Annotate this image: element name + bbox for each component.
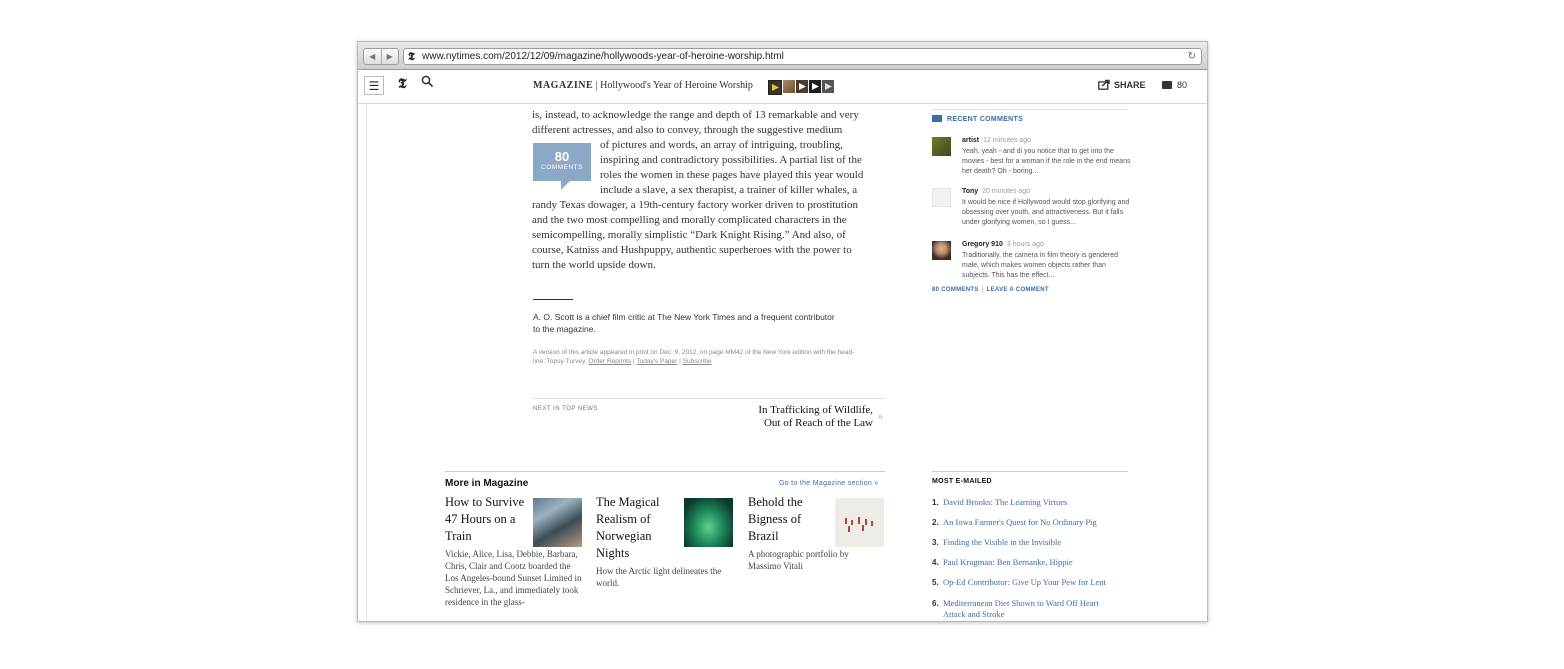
article-text-line: of pictures and words, an array of intriguing, troubling, xyxy=(600,139,843,151)
comments-badge-count: 80 xyxy=(554,149,570,164)
list-item[interactable] xyxy=(932,598,1107,620)
rank: 5. xyxy=(932,578,939,587)
promo-description: How the Arctic light delineates the world. xyxy=(596,566,722,588)
comment-time: 3 hours ago xyxy=(1006,241,1044,248)
list-item[interactable] xyxy=(932,517,1122,528)
rank: 4. xyxy=(932,558,939,567)
back-icon[interactable]: ◀ xyxy=(364,49,382,64)
rank: 6. xyxy=(932,599,939,608)
article-text-line: is, instead, to acknowledge the range and depth of 13 remarkable and very xyxy=(532,109,859,121)
todays-paper-link[interactable]: Today's Paper xyxy=(636,358,678,365)
comments-badge-label: COMMENTS xyxy=(541,164,583,171)
list-item[interactable] xyxy=(932,497,1122,508)
comment-text: It would be nice if Hollywood would stop glorifying and obsessing over youth, and attractiveness. But it falls under glorifying women, so I guess... xyxy=(962,199,1130,226)
more-in-magazine-title: More in Magazine xyxy=(445,478,529,489)
rank: 1. xyxy=(932,498,939,507)
avatar xyxy=(932,188,951,207)
thumbnail[interactable] xyxy=(809,80,821,93)
page-title xyxy=(533,80,753,91)
share-button[interactable] xyxy=(1098,79,1146,90)
comment-bubble-icon xyxy=(1162,81,1172,89)
article-link[interactable]: Mediterranean Diet Shown to Ward Off Heart Attack and Stroke xyxy=(943,598,1099,619)
order-reprints-link[interactable]: Order Reprints xyxy=(588,358,632,365)
comments-button[interactable] xyxy=(1162,80,1187,90)
thumbnail[interactable] xyxy=(783,80,795,93)
title-separator: | xyxy=(595,80,598,91)
bio-divider xyxy=(533,299,573,300)
thumbnail[interactable] xyxy=(822,80,834,93)
article-text-line: randy Texas dowager, a 19th-century factory worker driven to prostitution xyxy=(532,199,859,211)
search-icon[interactable] xyxy=(421,75,434,91)
article-link[interactable]: Paul Krugman: Ben Bernanke, Hippie xyxy=(943,557,1073,567)
commenter-name[interactable]: Gregory 910 xyxy=(962,241,1003,248)
next-article-title-line: In Trafficking of Wildlife, xyxy=(758,404,873,416)
next-article-title-line: Out of Reach of the Law xyxy=(763,417,873,429)
address-bar[interactable] xyxy=(403,48,1202,65)
promo-image[interactable] xyxy=(533,498,582,547)
article-text-line: inspiring and contradictory possibilities. A partial list of the xyxy=(600,154,862,166)
article-link[interactable]: David Brooks: The Learning Virtues xyxy=(943,497,1068,507)
section-name[interactable]: MAGAZINE xyxy=(533,80,594,91)
slideshow-thumbnails xyxy=(768,80,834,95)
next-arrow-icon[interactable]: » xyxy=(878,412,883,421)
nav-buttons xyxy=(363,48,399,65)
next-in-top-news-label: NEXT IN TOP NEWS xyxy=(533,406,598,412)
article-text-line: roles the women in these pages have played this year would xyxy=(600,169,864,181)
promo-description: Vickie, Alice, Lisa, Debbie, Barbara, Chris, Clair and Cootz boarded the Los Angeles-bound Sunset Limited in Schriever, La., and immediately took residence in the glass- xyxy=(445,549,582,607)
list-item[interactable] xyxy=(932,557,1122,568)
inline-comments-badge[interactable] xyxy=(533,143,591,181)
site-header xyxy=(358,70,1207,104)
browser-toolbar xyxy=(358,42,1207,70)
commenter-name[interactable]: Tony xyxy=(962,188,979,195)
article-text-line: semicompelling, morally simplistic “Dark Knight Rising.” And also, of xyxy=(532,229,846,241)
browser-window xyxy=(357,41,1208,622)
reload-icon[interactable]: ↻ xyxy=(1187,51,1196,62)
subscribe-link[interactable]: Subscribe xyxy=(682,358,712,365)
article-text-line: include a slave, a sex therapist, a trainer of killer whales, a xyxy=(600,184,858,196)
recent-comments-header xyxy=(932,115,1023,123)
comment-count: 80 xyxy=(1177,80,1188,90)
author-bio xyxy=(533,311,863,335)
promo-item[interactable] xyxy=(596,494,722,589)
next-article-link[interactable] xyxy=(738,404,873,430)
article-text-line: turn the world upside down. xyxy=(532,259,656,271)
share-icon xyxy=(1098,79,1111,90)
menu-button[interactable]: ☰ xyxy=(364,76,384,95)
comment-time: 12 minutes ago xyxy=(983,137,1031,144)
list-item[interactable] xyxy=(932,537,1122,548)
promo-image[interactable] xyxy=(835,498,884,547)
bio-line: A. O. Scott is a chief film critic at The New York Times and a frequent contributor xyxy=(533,312,835,322)
rank: 2. xyxy=(932,518,939,527)
promo-image[interactable] xyxy=(684,498,733,547)
comment-links: 80 COMMENTS | LEAVE A COMMENT xyxy=(932,287,1049,293)
article-link[interactable]: Op-Ed Contributor: Give Up Your Pew for Lent xyxy=(943,577,1106,587)
leave-comment-link[interactable]: LEAVE A COMMENT xyxy=(986,287,1049,293)
thumbnail[interactable] xyxy=(768,80,782,95)
promo-item[interactable] xyxy=(748,494,849,572)
comment-bubble-icon xyxy=(932,115,942,122)
print-note: A version of this article appeared in print on Dec. 9, 2012, on page MM42 of the New York edition with the head- line: Topsy-Turvey. Order Reprints | Today's Paper | Subscribe xyxy=(533,348,883,366)
forward-icon[interactable]: ▶ xyxy=(386,52,393,61)
beach-figures-image xyxy=(835,498,884,547)
article-link[interactable]: An Iowa Farmer's Quest for No Ordinary Pig xyxy=(943,517,1097,527)
promo-headline[interactable]: The Magical Realism of Norwegian Nights xyxy=(596,495,660,560)
share-label: SHARE xyxy=(1114,80,1146,90)
goto-magazine-link[interactable]: Go to the Magazine section » xyxy=(779,480,879,487)
article-text-line: and the two most compelling and morally complicated characters in the xyxy=(532,214,847,226)
avatar xyxy=(932,241,951,260)
promo-headline[interactable]: Behold the Bigness of Brazil xyxy=(748,495,803,543)
url-text[interactable]: www.nytimes.com/2012/12/09/magazine/hollywoods-year-of-heroine-worship.html xyxy=(422,51,784,62)
article-text-line: different actresses, and also to convey, through the suggestive medium xyxy=(532,124,843,136)
promo-item[interactable] xyxy=(445,494,582,608)
comment-text: Traditionally, the camera in film theory is gendered male, which makes women objects rather than subjects. This has the effect... xyxy=(962,252,1119,279)
recent-comments-title: RECENT COMMENTS xyxy=(947,116,1024,123)
next-divider xyxy=(533,398,884,399)
avatar xyxy=(932,137,951,156)
commenter-name[interactable]: artist xyxy=(962,137,980,144)
list-item[interactable] xyxy=(932,577,1122,588)
most-emailed-title: MOST E-MAILED xyxy=(932,478,992,485)
comment-time: 20 minutes ago xyxy=(982,188,1031,195)
recent-comments-divider xyxy=(932,109,1128,110)
left-divider xyxy=(366,104,367,621)
nyt-favicon-icon: 𝕿 xyxy=(408,50,415,63)
nyt-logo-icon[interactable]: 𝕿 xyxy=(398,76,407,92)
most-emailed-divider xyxy=(932,471,1128,472)
print-note-line: line: Topsy-Turvey. xyxy=(533,358,587,365)
bio-line: to the magazine. xyxy=(533,324,596,334)
promo-headline[interactable]: How to Survive 47 Hours on a Train xyxy=(445,495,525,543)
article-link[interactable]: Finding the Visible in the Invisible xyxy=(943,537,1062,547)
rank: 3. xyxy=(932,538,939,547)
promo-description: A photographic portfolio by Massimo Vitali xyxy=(748,549,849,571)
more-in-magazine-divider xyxy=(445,471,885,472)
article-headline: Hollywood's Year of Heroine Worship xyxy=(600,80,753,91)
all-comments-link[interactable]: 80 COMMENTS xyxy=(932,287,979,293)
print-note-line: A version of this article appeared in print on Dec. 9, 2012, on page MM42 of the New York edition with the head- xyxy=(533,349,855,356)
comment-text: Yeah, yeah - and di you notice that to get into the movies - best for a woman if the role in the end means her death? Oh - boring... xyxy=(962,148,1131,175)
article-text-line: course, Katniss and Hushpuppy, authentic superheroes with the power to xyxy=(532,244,852,256)
thumbnail[interactable] xyxy=(796,80,808,93)
